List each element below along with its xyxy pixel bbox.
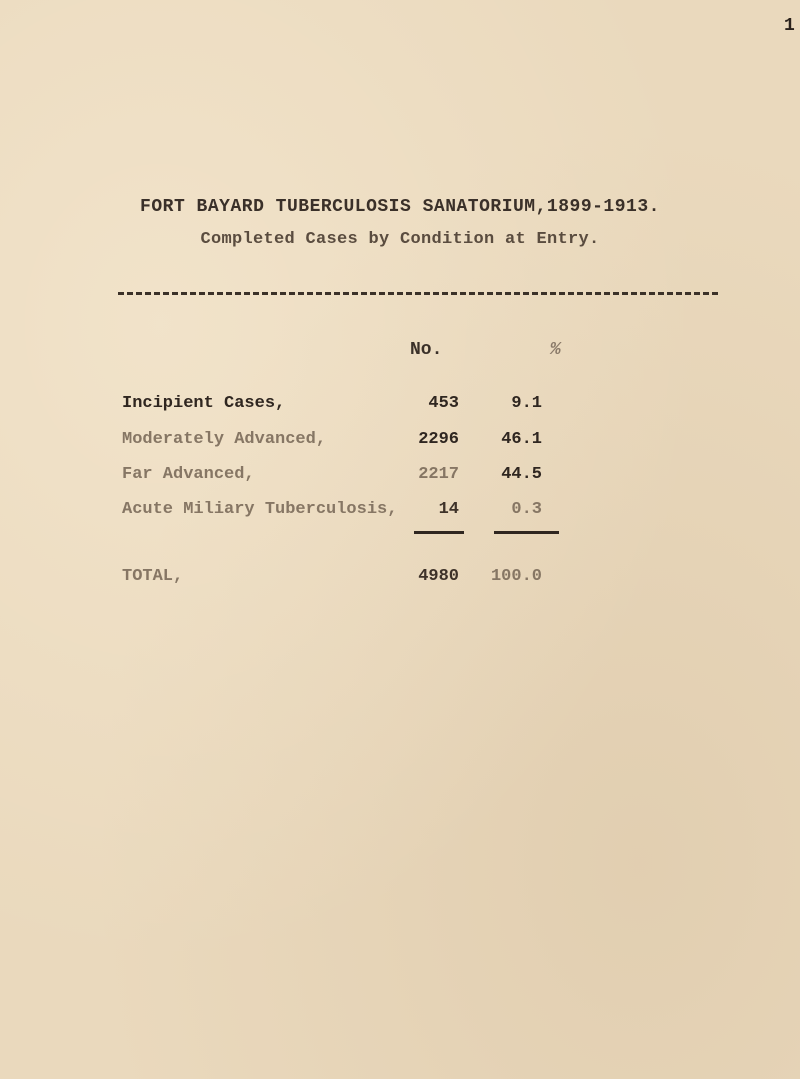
- dashed-rule: [118, 292, 718, 295]
- row-label: Incipient Cases,: [122, 394, 286, 413]
- column-header-percent: %: [550, 340, 561, 360]
- total-underline-percent: [494, 531, 559, 534]
- total-percent: 100.0: [490, 567, 542, 586]
- table-row: [0, 394, 800, 420]
- row-percent: 44.5: [501, 465, 542, 484]
- row-label: Acute Miliary Tuberculosis,: [122, 500, 398, 519]
- total-number: 4980: [418, 567, 459, 586]
- row-percent: 46.1: [501, 430, 542, 449]
- total-row: [0, 567, 800, 593]
- document-subtitle: Completed Cases by Condition at Entry.: [200, 230, 600, 249]
- column-header-number: No.: [410, 340, 443, 360]
- total-underline-number: [414, 531, 464, 534]
- row-label: Moderately Advanced,: [122, 430, 327, 449]
- page-number: 1: [784, 16, 795, 36]
- row-percent: 0.3: [511, 500, 542, 519]
- table-row: [0, 430, 800, 456]
- total-label: TOTAL,: [122, 567, 184, 586]
- table-row: [0, 500, 800, 526]
- row-number: 2217: [418, 465, 459, 484]
- row-label: Far Advanced,: [122, 465, 255, 484]
- row-number: 453: [428, 394, 459, 413]
- document-title: FORT BAYARD TUBERCULOSIS SANATORIUM,1899-1913.: [140, 197, 660, 217]
- row-number: 14: [438, 500, 459, 519]
- row-percent: 9.1: [511, 394, 542, 413]
- table-row: [0, 465, 800, 491]
- row-number: 2296: [418, 430, 459, 449]
